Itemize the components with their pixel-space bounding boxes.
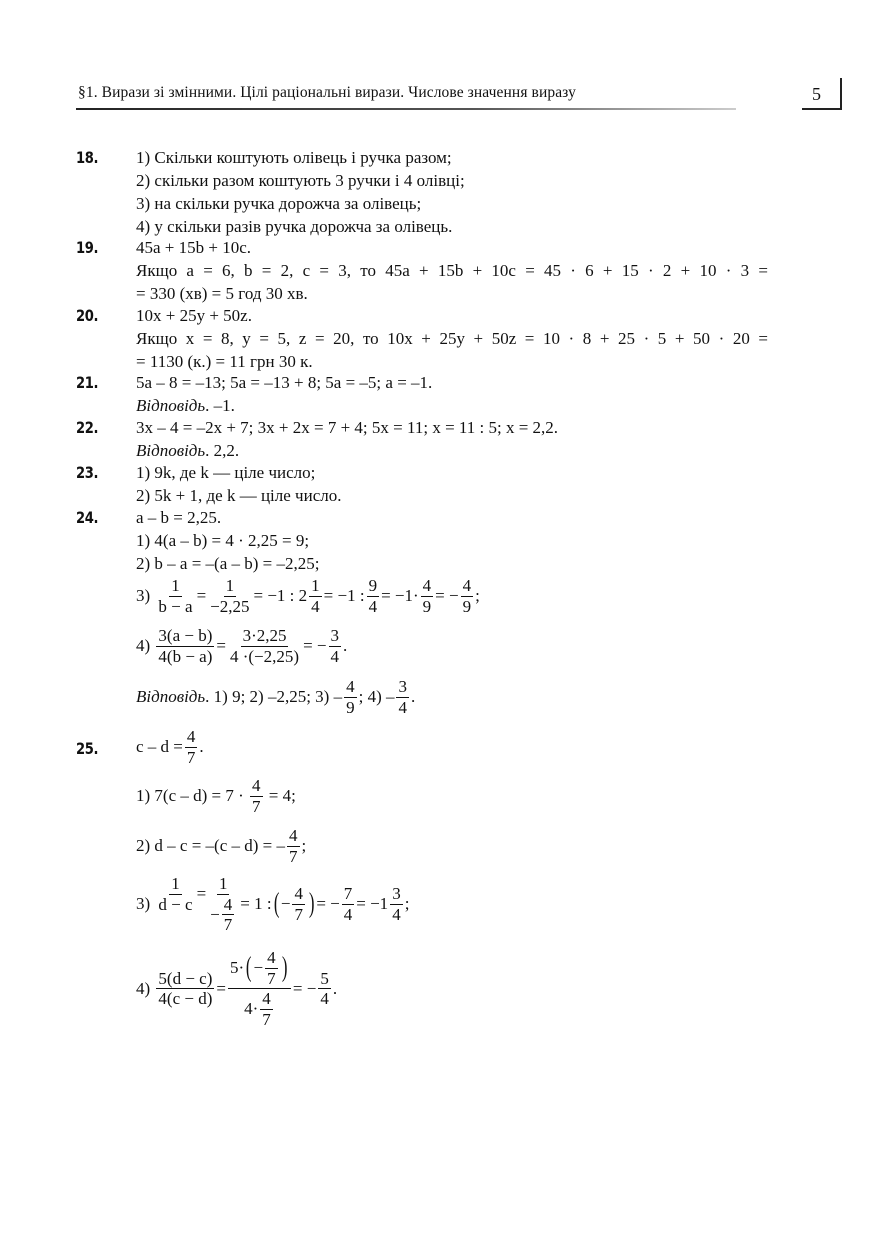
denominator: 4 [330, 646, 339, 666]
operator: = − [292, 978, 317, 998]
text-line: 45a + 15b + 10c. [136, 238, 252, 257]
numerator: 4 [294, 884, 303, 903]
answer-text: ; 4) – [358, 687, 395, 707]
answer-24 [136, 677, 415, 717]
denominator: 4 [320, 989, 329, 1009]
numerator: 4 [346, 677, 355, 696]
minus-sign: − [253, 958, 264, 978]
fraction [185, 727, 198, 767]
denominator: b − a [158, 596, 193, 616]
fraction [260, 989, 273, 1029]
text-line: Якщо a = 6, b = 2, c = 3, то 45a + 15b + 10c = 45 · 6 + 15 · 2 + 10 · 3 = [136, 261, 768, 280]
denominator: 7 [289, 846, 298, 866]
operator: = [196, 884, 207, 903]
answer-text: . [410, 687, 416, 707]
header-rule [76, 108, 736, 110]
answer-line [136, 396, 235, 416]
numerator: 5(d − c) [158, 968, 213, 988]
operator: = − [435, 586, 459, 606]
item-label: 4) [136, 978, 151, 998]
operator: . [332, 978, 338, 998]
fraction [318, 969, 331, 1009]
answer-line [136, 441, 239, 461]
numerator: 7 [343, 884, 353, 903]
text-line: 2) 5k + 1, де k — ціле число. [136, 486, 342, 505]
denominator: 7 [294, 904, 303, 924]
numerator: 3(a − b) [158, 626, 213, 645]
formula-25-given [136, 727, 204, 767]
text-line: a – b = 2,25. [136, 508, 222, 527]
complex-fraction [208, 874, 238, 935]
denominator: 7 [267, 968, 276, 988]
numerator: 3 [392, 884, 401, 903]
operator: = [216, 978, 226, 998]
denominator: 4 ·(−2,25) [229, 646, 300, 666]
complex-fraction [228, 948, 291, 1029]
formula-24-3 [136, 576, 480, 616]
minus-sign: − [280, 894, 291, 914]
answer-value: . –1. [205, 396, 235, 415]
denominator: 7 [262, 1009, 271, 1029]
text-line: = 330 (хв) = 5 год 30 хв. [136, 284, 308, 303]
fraction [329, 626, 342, 666]
operator: = −1· [381, 586, 419, 606]
problem-number: 22. [76, 418, 99, 437]
text-line: 4) у скільки разів ручка дорожча за олівець. [136, 217, 453, 236]
operator: = 1 : [240, 894, 272, 914]
fraction [390, 884, 403, 924]
formula-tail [240, 884, 409, 924]
problem-number: 18. [76, 148, 99, 167]
left-paren: ( [246, 952, 252, 984]
operator: ; [301, 836, 307, 856]
numerator: 1 [225, 576, 235, 595]
text-line: 1) Скільки коштують олівець і ручка разом; [136, 148, 452, 167]
numerator: 1 [218, 874, 228, 893]
numerator: 4 [462, 576, 472, 595]
operator: = [196, 586, 207, 606]
text-line: 3x – 4 = –2x + 7; 3x + 2x = 7 + 4; 5x = 11; x = 11 : 5; x = 2,2. [136, 418, 559, 437]
operator: . [199, 737, 204, 757]
fraction [156, 626, 214, 666]
answer-value: . 2,2. [205, 441, 240, 460]
denominator: 9 [346, 697, 355, 717]
fraction [309, 576, 322, 616]
fraction [287, 826, 300, 866]
fraction [367, 576, 380, 616]
problem-number: 24. [76, 508, 99, 527]
fraction [342, 884, 355, 924]
running-header [76, 78, 821, 112]
denominator: 4(c − d) [158, 989, 213, 1009]
denominator: −2,25 [210, 596, 250, 616]
denominator: 4 [311, 596, 320, 616]
operator: . [343, 636, 348, 656]
operator: ; [404, 894, 410, 914]
numerator: 4 [252, 776, 261, 795]
text-line: 10x + 25y + 50z. [136, 306, 252, 325]
problem-number: 25. [76, 739, 99, 758]
left-paren: ( [273, 888, 280, 920]
text-line: 5a – 8 = –13; 5a = –13 + 8; 5a = –5; a = –1. [136, 373, 433, 392]
formula-text: 1) 7(c – d) = 7 · [136, 786, 244, 806]
denominator: 4 [392, 904, 401, 924]
numerator: 1 [171, 874, 180, 893]
problem-number: 23. [76, 463, 99, 482]
numerator [228, 948, 291, 989]
right-paren: ) [308, 888, 315, 920]
fraction [292, 884, 305, 924]
denominator: 4 [343, 904, 353, 924]
problem-number: 20. [76, 306, 99, 325]
fraction [208, 576, 251, 616]
answer-label: Відповідь [136, 396, 206, 415]
denominator: 9 [422, 596, 432, 616]
numerator: 9 [368, 576, 378, 595]
answer-label: Відповідь [136, 441, 206, 460]
formula-25-1 [136, 776, 296, 816]
fraction [461, 576, 474, 616]
text-line: 1) 4(a – b) = 4 · 2,25 = 9; [136, 531, 310, 550]
numerator: 5 [320, 968, 329, 988]
denominator: 4 [368, 596, 378, 616]
text-line: = 1130 (к.) = 11 грн 30 к. [136, 352, 313, 371]
numerator: 4 [262, 989, 271, 1009]
header-title: §1. Вирази зі змінними. Цілі раціональні вирази. Числове значення виразу [78, 84, 576, 101]
numerator: 1 [311, 576, 320, 595]
text-line: 2) b – a = –(a – b) = –2,25; [136, 554, 320, 573]
denominator: d − c [158, 894, 193, 914]
formula-25-4 [136, 948, 337, 1029]
fraction [222, 895, 235, 935]
formula-25-3 [136, 874, 409, 935]
factor: 5· [229, 958, 245, 978]
item-label: 4) [136, 636, 151, 656]
operator: = −1 : [323, 586, 365, 606]
answer-text: . 1) 9; 2) –2,25; 3) – [205, 687, 343, 707]
fraction [156, 576, 194, 616]
numerator: 3 [398, 677, 407, 696]
factor: 4· [244, 999, 259, 1019]
numerator: 4 [422, 576, 432, 595]
numerator: 4 [186, 727, 196, 746]
numerator: 4 [289, 826, 298, 845]
denominator: 7 [252, 796, 261, 816]
fraction [228, 626, 301, 666]
problem-number: 19. [76, 238, 99, 257]
text-line: Якщо x = 8, y = 5, z = 20, то 10x + 25y + 50z = 10 · 8 + 25 · 5 + 50 · 20 = [136, 329, 768, 348]
formula-25-2 [136, 826, 306, 866]
fraction [265, 948, 278, 988]
formula-text: c – d = [136, 737, 183, 757]
operator: ; [475, 586, 480, 606]
fraction [396, 677, 409, 717]
operator: = − [303, 636, 327, 656]
denominator [242, 989, 277, 1029]
fraction [344, 677, 357, 717]
page-number: 5 [812, 84, 821, 104]
formula-24-4 [136, 626, 347, 666]
fraction [421, 576, 434, 616]
operator: = [216, 636, 226, 656]
text-line: 3) на скільки ручка дорожча за олівець; [136, 194, 422, 213]
numerator: 4 [267, 948, 276, 967]
item-label: 3) [136, 894, 151, 914]
denominator: 4(b − a) [158, 646, 213, 666]
operator: = −1 : 2 [253, 586, 308, 606]
fraction [156, 874, 194, 914]
numerator: 1 [171, 576, 180, 595]
denominator: 9 [462, 596, 472, 616]
right-paren: ) [281, 952, 288, 984]
text-line: 2) скільки разом коштують 3 ручки і 4 олівці; [136, 171, 465, 190]
operator: = −1 [356, 894, 389, 914]
operator: = − [316, 894, 340, 914]
numerator: 4 [223, 894, 233, 914]
denominator [208, 895, 238, 935]
denominator: 7 [223, 915, 233, 935]
page-number-box [802, 78, 842, 110]
numerator: 3 [330, 626, 339, 645]
minus-sign: − [210, 904, 220, 924]
fraction [250, 776, 263, 816]
denominator: 4 [398, 697, 407, 717]
numerator: 3·2,25 [242, 626, 287, 645]
denominator: 7 [186, 747, 196, 767]
operator: = 4; [268, 786, 296, 806]
answer-label: Відповідь [136, 687, 206, 707]
text-line: 1) 9k, де k — ціле число; [136, 463, 316, 482]
item-label: 3) [136, 586, 151, 606]
formula-text: 2) d – c = –(c – d) = – [136, 836, 285, 856]
problem-number: 21. [76, 373, 99, 392]
fraction [156, 969, 214, 1009]
